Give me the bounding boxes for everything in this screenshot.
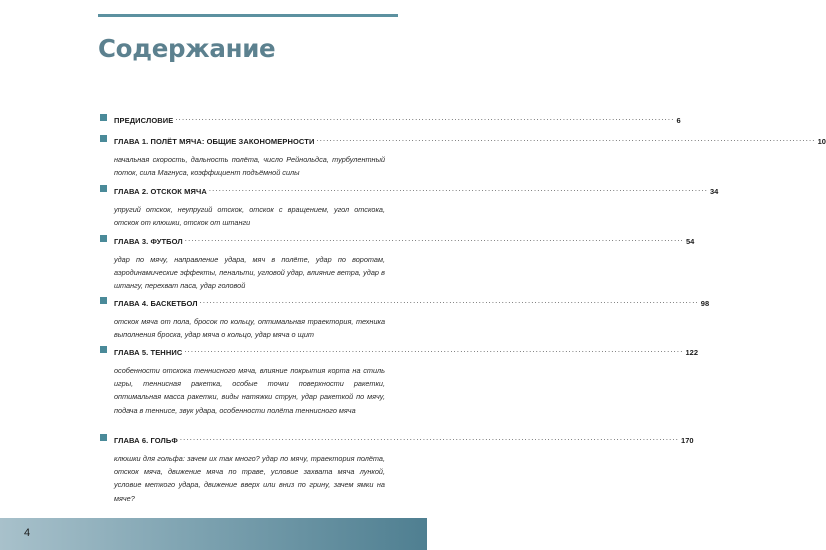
toc-entry-preface[interactable] bbox=[102, 111, 681, 125]
toc-entry-page: 34 bbox=[710, 187, 719, 196]
toc-entry-description: клюшки для гольфа: зачем их так много? удар по мячу, траектория полёта, отскок мяча, движение мяча по траве, условие захвата мяча лункой, условие меткого удара, движение вверх или вниз по грину, зачем ямки на мяче? bbox=[114, 454, 385, 503]
toc-entry-description: удар по мячу, направление удара, мяч в полёте, удар по воротам, аэродинамические эффекты, пенальти, угловой удар, влияние ветра, удар в штангу, перехват паса, удар головой bbox=[114, 255, 385, 291]
toc-entry-title: ГЛАВА 2. ОТСКОК МЯЧА bbox=[114, 187, 207, 196]
toc-entry-title: ГЛАВА 1. ПОЛЁТ МЯЧА: ОБЩИЕ ЗАКОНОМЕРНОСТИ bbox=[114, 137, 315, 146]
toc-entry-chapter-4[interactable] bbox=[102, 294, 710, 308]
page-title: Содержание bbox=[98, 34, 276, 63]
footer-bar bbox=[0, 518, 427, 550]
dot-leader: ........................................................................................................................................................ bbox=[199, 296, 699, 305]
toc-entry-title: ГЛАВА 5. ТЕННИС bbox=[114, 348, 183, 357]
square-bullet-icon bbox=[100, 346, 107, 353]
square-bullet-icon bbox=[100, 434, 107, 441]
toc-entry-title: ПРЕДИСЛОВИЕ bbox=[114, 116, 174, 125]
dot-leader: ........................................................................................................................................................ bbox=[175, 113, 675, 122]
toc-entry-description: упругий отскок, неупругий отскок, отскок с вращением, угол отскока, отскок от клюшки, отскок от штанги bbox=[114, 205, 385, 228]
toc-entry-description: особенности отскока теннисного мяча, влияние покрытия корта на стиль игры, теннисная ракетка, особые точки поверхности ракетки, оптимальная масса ракетки, виды натяжки струн, удар ракеткой по мячу, подача в теннисе, звук удара, особенности полёта теннисного мяча bbox=[114, 366, 385, 415]
toc-entry-chapter-5[interactable] bbox=[102, 343, 699, 357]
square-bullet-icon bbox=[100, 135, 107, 142]
dot-leader: ........................................................................................................................................................ bbox=[184, 345, 684, 354]
toc-entry-title: ГЛАВА 4. БАСКЕТБОЛ bbox=[114, 299, 198, 308]
square-bullet-icon bbox=[100, 235, 107, 242]
toc-entry-chapter-3[interactable] bbox=[102, 232, 695, 246]
square-bullet-icon bbox=[100, 185, 107, 192]
toc-entry-chapter-6[interactable] bbox=[102, 431, 694, 445]
toc-entry-page: 6 bbox=[676, 116, 681, 125]
toc-entry-page: 122 bbox=[685, 348, 699, 357]
toc-entry-description: отскок мяча от пола, бросок по кольцу, оптимальная траектория, техника выполнения броска, удар мяча о кольцо, удар мяча о щит bbox=[114, 317, 385, 340]
toc-entry-page: 170 bbox=[681, 436, 694, 445]
dot-leader: ........................................................................................................................................................ bbox=[316, 134, 816, 143]
toc-entry-chapter-1[interactable] bbox=[102, 132, 826, 146]
toc-entry-chapter-2[interactable] bbox=[102, 182, 719, 196]
page-number: 4 bbox=[24, 527, 31, 539]
toc-entry-description: начальная скорость, дальность полёта, число Рейнольдса, турбулентный поток, сила Магнуса, коэффициент подъёмной силы bbox=[114, 155, 385, 178]
toc-entry-title: ГЛАВА 3. ФУТБОЛ bbox=[114, 237, 183, 246]
top-rule bbox=[98, 14, 398, 17]
square-bullet-icon bbox=[100, 297, 107, 304]
toc-entry-page: 98 bbox=[700, 299, 710, 308]
toc-entry-page: 54 bbox=[685, 237, 695, 246]
dot-leader: ........................................................................................................................................................ bbox=[179, 433, 680, 442]
dot-leader: ........................................................................................................................................................ bbox=[184, 234, 684, 243]
toc-entry-title: ГЛАВА 6. ГОЛЬФ bbox=[114, 436, 178, 445]
toc-entry-page: 10 bbox=[817, 137, 826, 146]
dot-leader: ........................................................................................................................................................ bbox=[208, 184, 708, 193]
square-bullet-icon bbox=[100, 114, 107, 121]
